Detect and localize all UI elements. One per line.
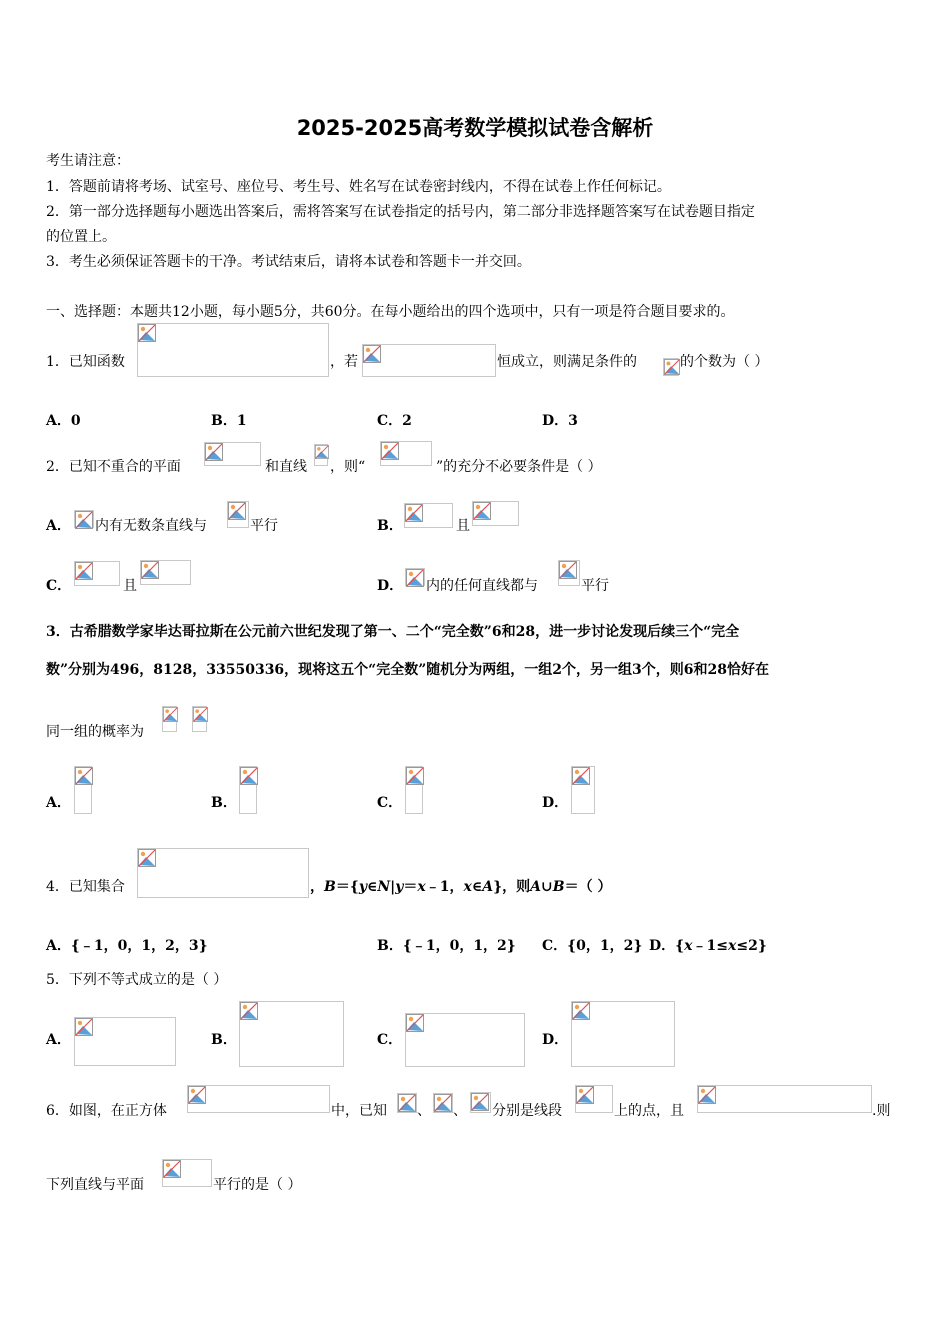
broken-image-icon <box>473 502 491 520</box>
q1-text-b: ，若 <box>330 354 358 370</box>
q2-text-c: ，则“ <box>330 459 366 475</box>
formula-image <box>192 706 207 732</box>
q6-sep-2: 、 <box>453 1103 467 1119</box>
notice-item-2: 2．第一部分选择题每小题选出答案后，需将答案写在试卷指定的括号内，第二部分非选择题答案写在试卷题目指定 <box>46 204 755 220</box>
q2-text-d: ”的充分不必要条件是（ ） <box>436 459 602 475</box>
q1-text-c: 恒成立，则满足条件的 <box>497 354 637 370</box>
broken-image-icon <box>141 561 159 579</box>
formula-image <box>74 1017 176 1066</box>
formula-image <box>404 503 453 528</box>
formula-image <box>137 848 309 898</box>
broken-image-icon <box>398 1094 416 1112</box>
notice-item-3: 3．考生必须保证答题卡的干净。考试结束后，请将本试卷和答题卡一并交回。 <box>46 254 531 270</box>
q6-text-e: .则 <box>872 1103 891 1119</box>
formula-image <box>204 442 261 466</box>
q6-text-line-2a: 下列直线与平面 <box>46 1177 144 1193</box>
q2-option-a-text-1: 内有无数条直线与 <box>95 518 207 534</box>
broken-image-icon <box>75 1018 93 1036</box>
broken-image-icon <box>205 443 223 461</box>
q1-option-d[interactable]: D．3 <box>542 413 578 429</box>
notice-heading: 考生请注意： <box>46 153 130 169</box>
formula-image <box>314 444 328 466</box>
q2-option-d-label[interactable]: D． <box>377 578 404 594</box>
q1-text-a: 1．已知函数 <box>46 354 125 370</box>
formula-image <box>162 1159 212 1187</box>
q4-text-a: 4．已知集合 <box>46 879 125 895</box>
q1-option-c[interactable]: C．2 <box>377 413 412 429</box>
formula-image <box>397 1093 417 1113</box>
q4-option-b[interactable]: B．{﹣1，0，1，2} <box>377 938 516 954</box>
formula-image <box>74 510 94 528</box>
formula-image <box>433 1093 453 1113</box>
broken-image-icon <box>193 707 208 722</box>
q5-option-c[interactable]: C． <box>377 1032 403 1048</box>
q6-text-b: 中，已知 <box>331 1103 387 1119</box>
formula-image <box>162 706 177 732</box>
q3-text-line-1: 3．古希腊数学家毕达哥拉斯在公元前六世纪发现了第一、二个“完全数”6和28，进一步讨论发现后续三个“完全 <box>46 624 740 640</box>
q2-option-b-text-1: 且 <box>456 518 470 534</box>
broken-image-icon <box>406 767 424 785</box>
broken-image-icon <box>240 767 258 785</box>
q2-text-a: 2．已知不重合的平面 <box>46 459 181 475</box>
broken-image-icon <box>138 324 156 342</box>
broken-image-icon <box>138 849 156 867</box>
formula-image <box>663 358 679 376</box>
q2-option-d-text-1: 内的任何直线都与 <box>426 578 538 594</box>
q2-option-a-label[interactable]: A． <box>46 518 71 534</box>
q4-option-c[interactable]: C．{0，1，2} <box>542 938 643 954</box>
broken-image-icon <box>405 504 423 522</box>
broken-image-icon <box>75 562 93 580</box>
formula-image <box>380 441 432 466</box>
broken-image-icon <box>576 1086 594 1104</box>
formula-image <box>137 323 329 377</box>
broken-image-icon <box>559 561 577 579</box>
q4-option-d[interactable]: D．{x﹣1≤x≤2} <box>649 938 767 954</box>
q6-sep-1: 、 <box>417 1103 431 1119</box>
formula-image <box>697 1085 872 1113</box>
q2-option-c-text-1: 且 <box>123 578 137 594</box>
q2-option-a-text-2: 平行 <box>250 518 278 534</box>
broken-image-icon <box>163 1160 181 1178</box>
broken-image-icon <box>471 1093 489 1111</box>
q3-option-b[interactable]: B． <box>211 795 237 811</box>
formula-image <box>74 766 92 814</box>
broken-image-icon <box>406 1014 424 1032</box>
q1-option-a[interactable]: A．0 <box>46 413 81 429</box>
broken-image-icon <box>240 1002 258 1020</box>
q6-text-d: 上的点，且 <box>614 1103 684 1119</box>
notice-item-1: 1．答题前请将考场、试室号、座位号、考生号、姓名写在试卷密封线内，不得在试卷上作任何标记。 <box>46 179 671 195</box>
broken-image-icon <box>163 707 178 722</box>
section-heading: 一、选择题：本题共12小题，每小题5分，共60分。在每小题给出的四个选项中，只有一项是符合题目要求的。 <box>46 304 735 320</box>
q3-option-c[interactable]: C． <box>377 795 403 811</box>
broken-image-icon <box>664 359 680 375</box>
q3-text-line-2: 数”分别为496，8128，33550336，现将这五个“完全数”随机分为两组，一组2个，另一组3个，则6和28恰好在 <box>46 662 769 678</box>
broken-image-icon <box>406 569 424 587</box>
formula-image <box>187 1085 330 1113</box>
broken-image-icon <box>381 442 399 460</box>
broken-image-icon <box>75 511 93 529</box>
formula-image <box>227 501 249 528</box>
formula-image <box>558 560 580 586</box>
formula-image <box>239 1001 344 1067</box>
broken-image-icon <box>363 345 381 363</box>
q6-text-a: 6．如图，在正方体 <box>46 1103 167 1119</box>
q5-stem: 5．下列不等式成立的是（ ） <box>46 972 228 988</box>
q1-option-b[interactable]: B．1 <box>211 413 247 429</box>
formula-image <box>74 561 120 586</box>
formula-image <box>405 766 423 814</box>
q2-option-b-label[interactable]: B． <box>377 518 403 534</box>
broken-image-icon <box>434 1094 452 1112</box>
formula-image <box>571 766 595 814</box>
broken-image-icon <box>75 767 93 785</box>
broken-image-icon <box>698 1086 716 1104</box>
formula-image <box>239 766 257 814</box>
q1-text-d: 的个数为（ ） <box>680 354 769 370</box>
notice-item-2-cont: 的位置上。 <box>46 229 116 245</box>
q6-text-c: 分别是线段 <box>492 1103 562 1119</box>
formula-image <box>472 501 519 526</box>
formula-image <box>571 1001 675 1067</box>
broken-image-icon <box>572 767 590 785</box>
q3-option-a[interactable]: A． <box>46 795 71 811</box>
broken-image-icon <box>228 502 246 520</box>
page-title: 2025-2025高考数学模拟试卷含解析 <box>296 116 654 140</box>
q5-option-d[interactable]: D． <box>542 1032 569 1048</box>
broken-image-icon <box>572 1002 590 1020</box>
q5-option-b[interactable]: B． <box>211 1032 237 1048</box>
q3-text-line-3: 同一组的概率为 <box>46 724 144 740</box>
q2-option-c-label[interactable]: C． <box>46 578 72 594</box>
formula-image <box>470 1092 491 1113</box>
q3-option-d[interactable]: D． <box>542 795 569 811</box>
q2-text-b: 和直线 <box>265 459 307 475</box>
formula-image <box>575 1085 613 1113</box>
formula-image <box>140 560 191 585</box>
broken-image-icon <box>315 445 329 459</box>
formula-image <box>405 568 425 586</box>
q4-option-a[interactable]: A．{﹣1，0，1，2，3} <box>46 938 208 954</box>
q6-text-line-2b: 平行的是（ ） <box>213 1177 302 1193</box>
q2-option-d-text-2: 平行 <box>581 578 609 594</box>
formula-image <box>405 1013 525 1067</box>
broken-image-icon <box>188 1086 206 1104</box>
q5-option-a[interactable]: A． <box>46 1032 71 1048</box>
q4-set-b-definition: ，B＝{y∈N|y＝x﹣1，x∈A}，则A∪B＝（ ） <box>310 879 612 895</box>
formula-image <box>362 344 496 377</box>
